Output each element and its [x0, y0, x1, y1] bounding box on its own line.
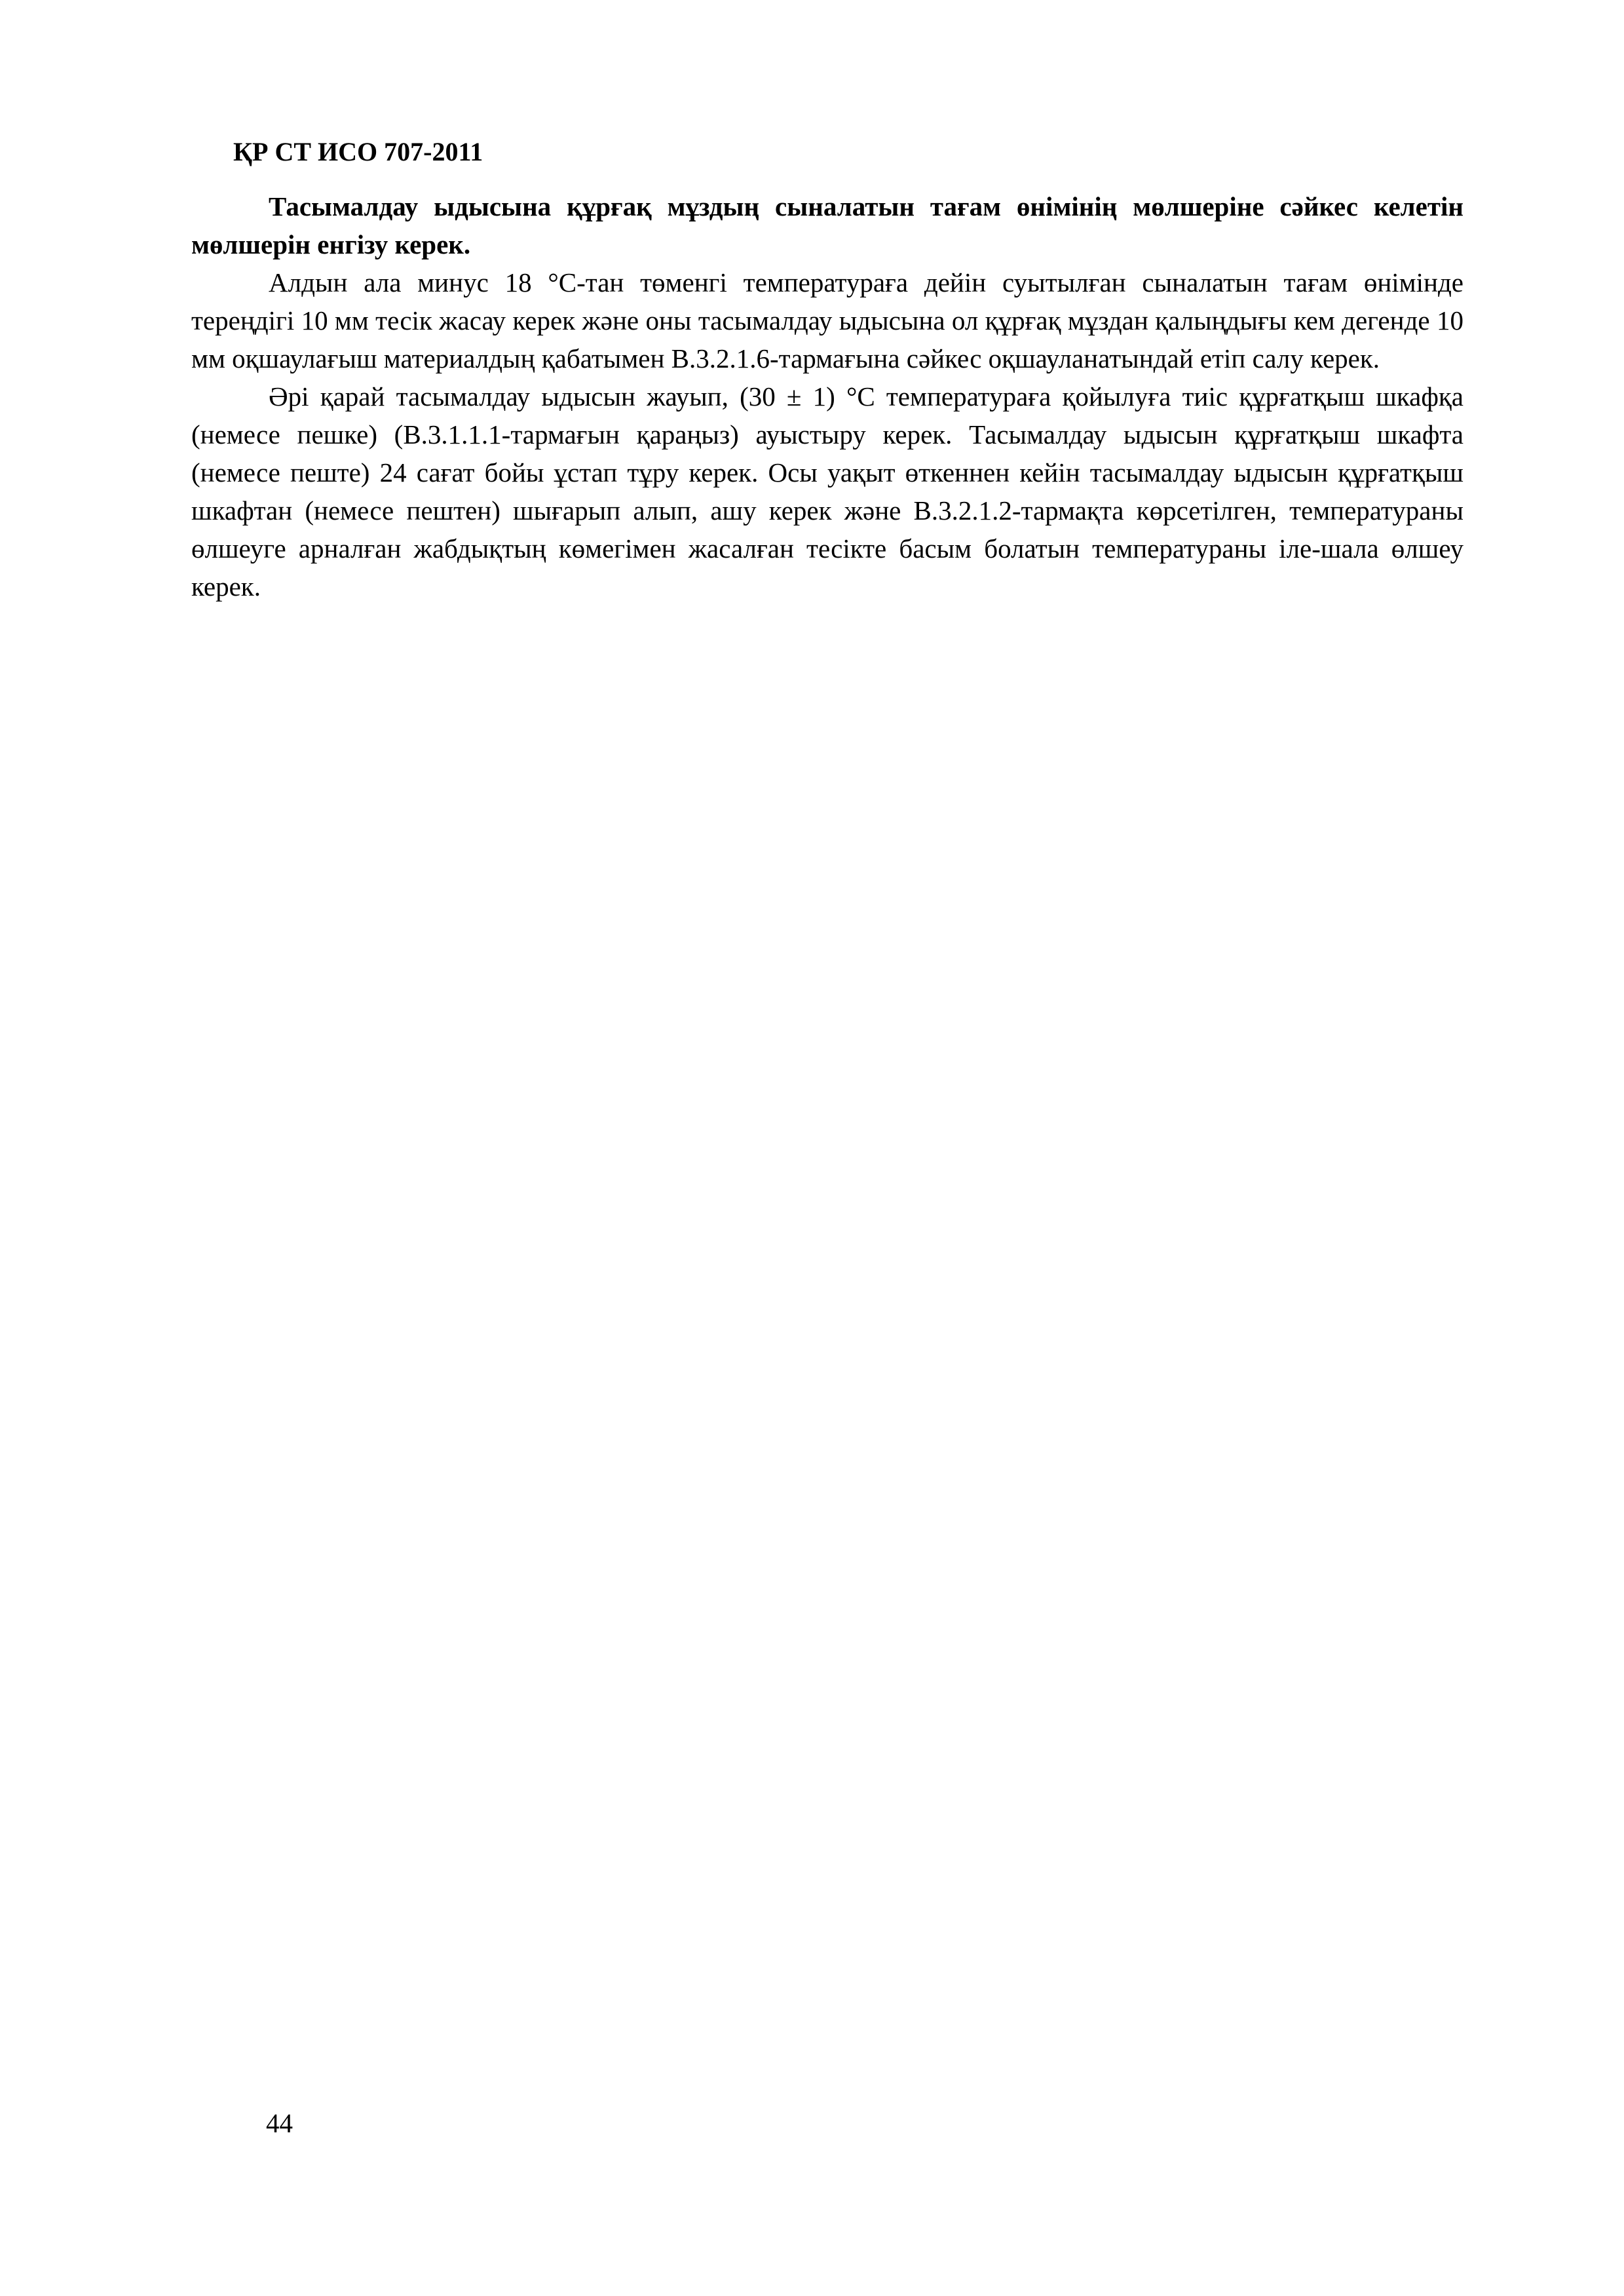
preparation-paragraph: Алдын ала минус 18 °С-тан төменгі температураға дейін суытылған сыналатын тағам өнімінде тереңдігі 10 мм тесік жасау керек және оны тасымалдау ыдысына ол құрғақ мұздан қалыңдығы кем дегенде 10 мм оқшаулағыш материалдың қабатымен В.3.2.1.6-тармағына сәйкес оқшауланатындай етіп салу керек.	[191, 267, 1463, 373]
document-body	[191, 187, 1463, 605]
document-code-header: ҚР СТ ИСО 707-2011	[233, 137, 483, 166]
page-number: 44	[266, 2108, 293, 2138]
measurement-paragraph: Әрі қарай тасымалдау ыдысын жауып, (30 ± 1) °С температураға қойылуға тиіс құрғатқыш шкафқа (немесе пешке) (В.3.1.1.1-тармағын қараңыз) ауыстыру керек. Тасымалдау ыдысын құрғатқыш шкафта (немесе пеште) 24 сағат бойы ұстап тұру керек. Осы уақыт өткеннен кейін тасымалдау ыдысын құрғатқыш шкафтан (немесе пештен) шығарып алып, ашу керек және В.3.2.1.2-тармақта көрсетілген, температураны өлшеуге арналған жабдықтың көмегімен жасалған тесікте басым болатын температураны іле-шала өлшеу керек.	[191, 381, 1463, 602]
bold-instruction-paragraph: Тасымалдау ыдысына құрғақ мұздың сыналатын тағам өнімінің мөлшеріне сәйкес келетін мөлшерін енгізу керек.	[191, 191, 1463, 259]
